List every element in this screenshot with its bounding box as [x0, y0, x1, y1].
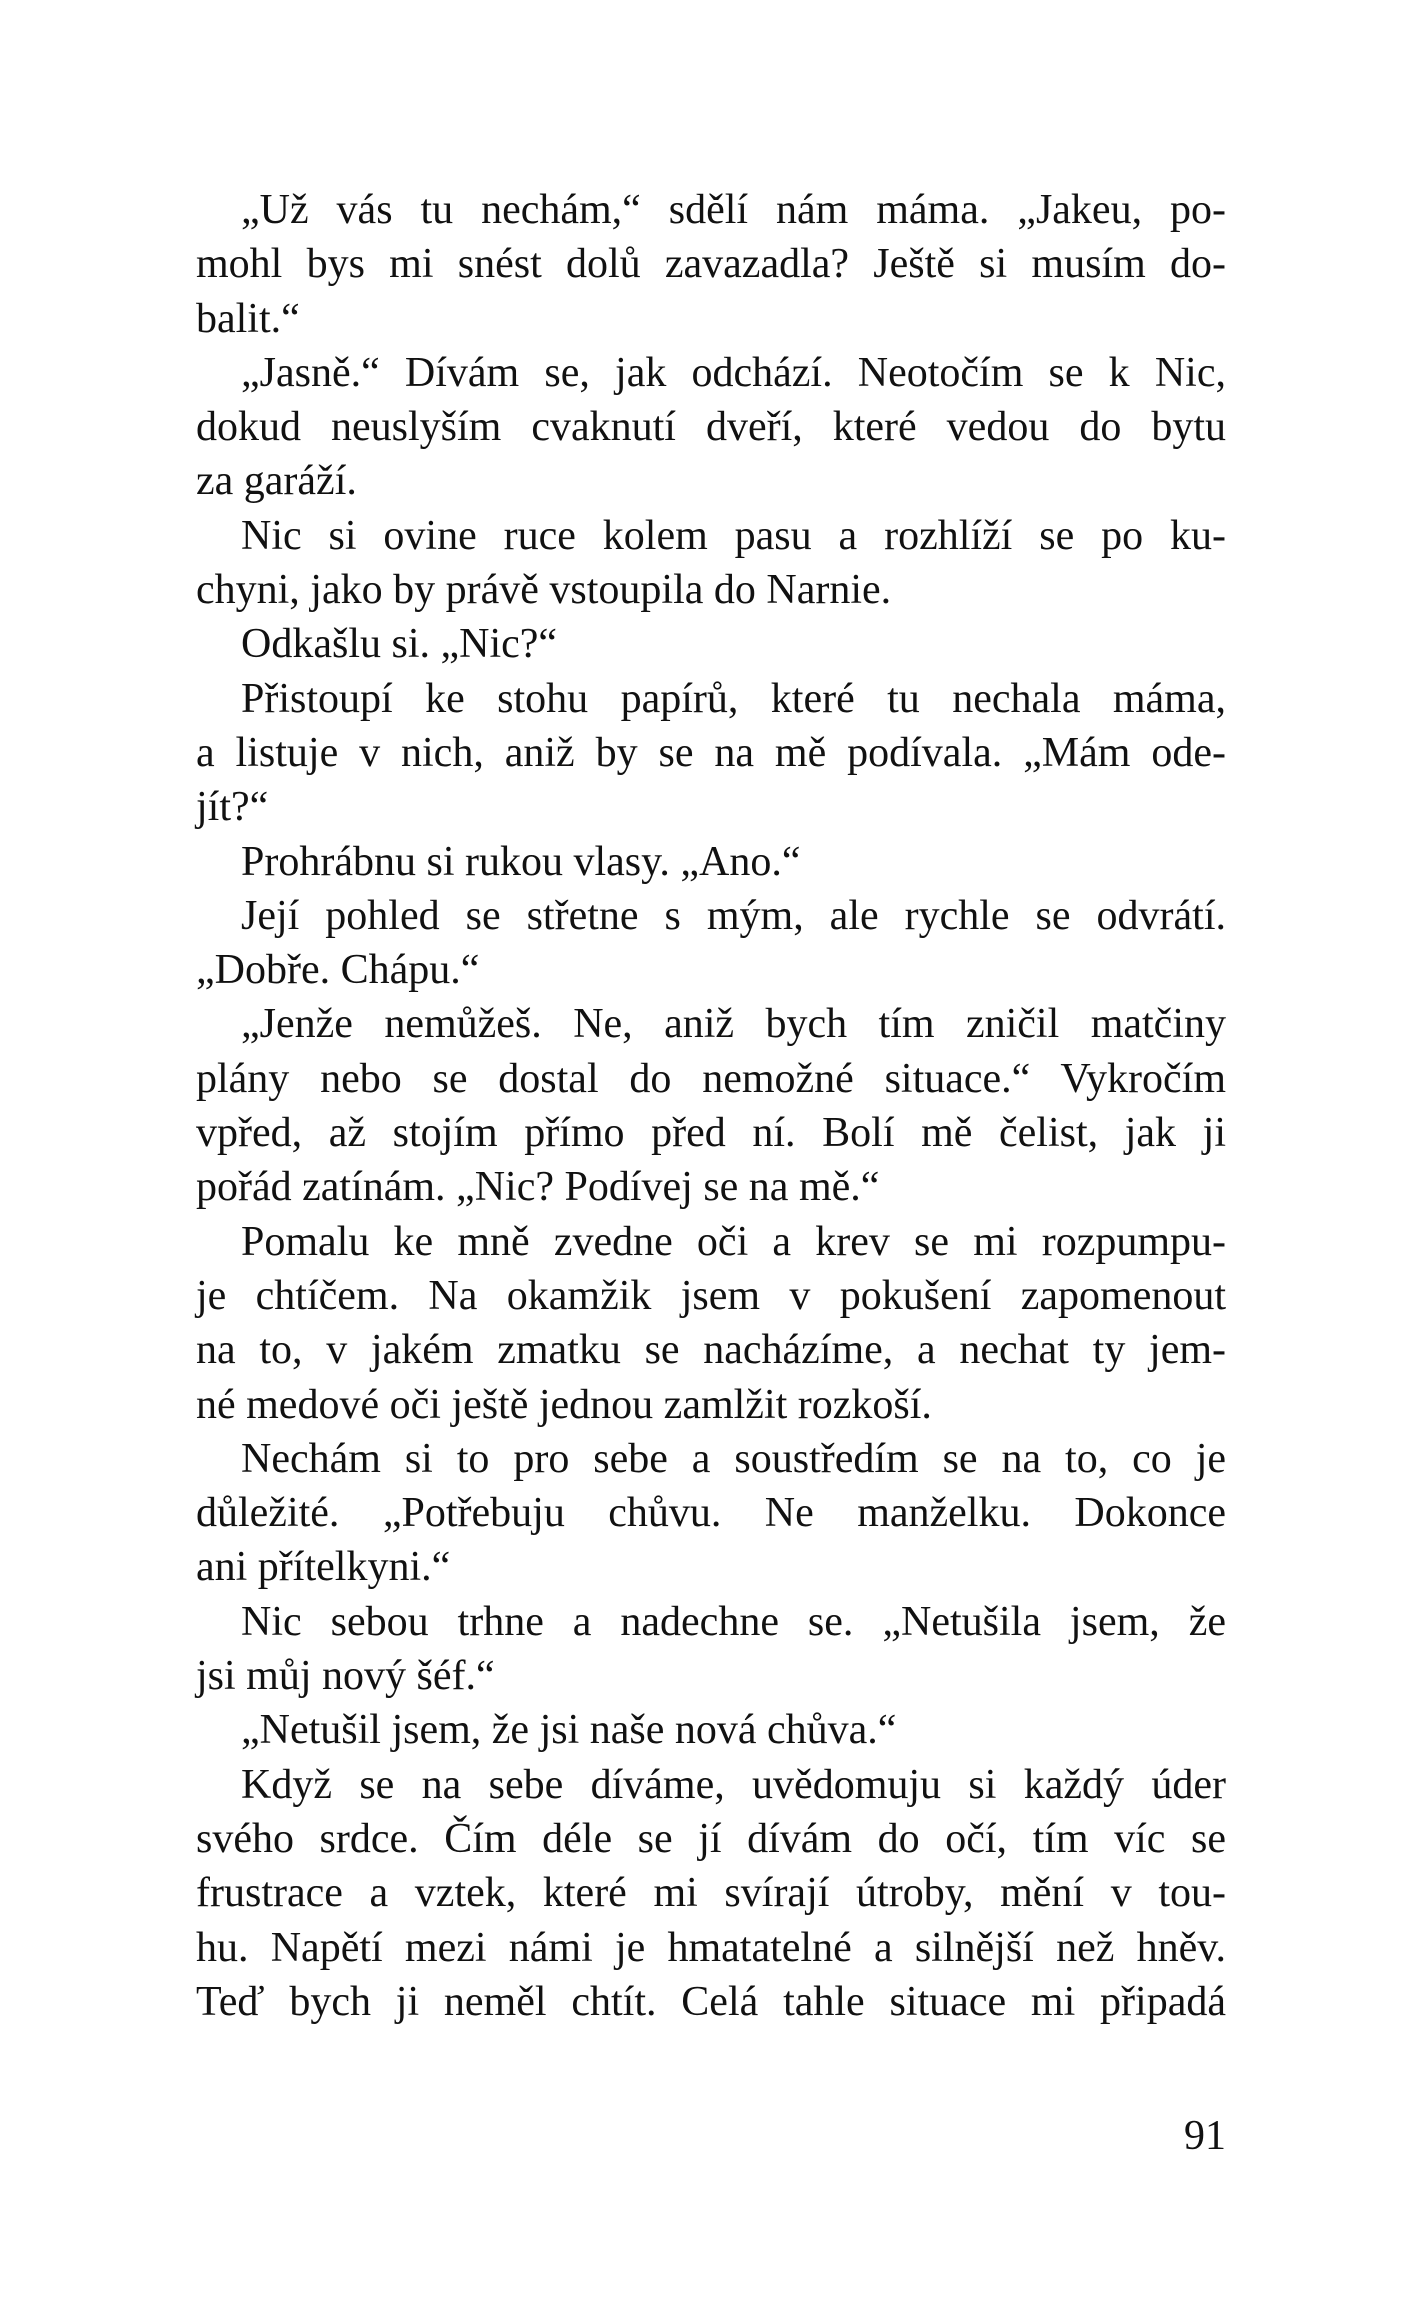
text-line: frustrace a vztek, které mi svírají útroby, mění v tou- [196, 1870, 1226, 1917]
text-line: za garáží. [196, 458, 357, 505]
text-line: je chtíčem. Na okamžik jsem v pokušení zapomenout [196, 1272, 1226, 1319]
text-line: svého srdce. Čím déle se jí dívám do očí, tím víc se [196, 1815, 1226, 1862]
text-line: hu. Napětí mezi námi je hmatatelné a silnější než hněv. [196, 1924, 1226, 1971]
text-line: Nic si ovine ruce kolem pasu a rozhlíží se po ku- [241, 512, 1226, 559]
text-line: jít?“ [196, 784, 269, 831]
text-line: Nechám si to pro sebe a soustředím se na to, co je [241, 1435, 1226, 1482]
text-line: Její pohled se střetne s mým, ale rychle se odvrátí. [241, 892, 1226, 939]
text-line: mohl bys mi snést dolů zavazadla? Ještě si musím do- [196, 241, 1226, 288]
text-line: né medové oči ještě jednou zamlžit rozkoší. [196, 1381, 932, 1428]
text-line: Přistoupí ke stohu papírů, které tu nechala máma, [241, 675, 1226, 722]
text-line: pořád zatínám. „Nic? Podívej se na mě.“ [196, 1164, 880, 1211]
text-line: Odkašlu si. „Nic?“ [241, 621, 558, 668]
text-line: Prohrábnu si rukou vlasy. „Ano.“ [241, 838, 801, 885]
text-line: plány nebo se dostal do nemožné situace.“ Vykročím [196, 1055, 1226, 1102]
text-line: „Už vás tu nechám,“ sdělí nám máma. „Jakeu, po- [241, 187, 1226, 233]
text-line: a listuje v nich, aniž by se na mě podívala. „Mám ode- [196, 729, 1226, 776]
text-line: Nic sebou trhne a nadechne se. „Netušila jsem, že [241, 1598, 1226, 1645]
text-line: jsi můj nový šéf.“ [196, 1653, 495, 1700]
text-line: „Netušil jsem, že jsi naše nová chůva.“ [241, 1707, 897, 1754]
text-line: ani přítelkyni.“ [196, 1544, 451, 1591]
text-line: „Jasně.“ Dívám se, jak odchází. Neotočím se k Nic, [241, 349, 1226, 396]
text-line: vpřed, až stojím přímo před ní. Bolí mě čelist, jak ji [196, 1110, 1226, 1157]
text-line: chyni, jako by právě vstoupila do Narnie. [196, 567, 892, 614]
text-line: „Jenže nemůžeš. Ne, aniž bych tím zničil matčiny [241, 1001, 1226, 1048]
text-line: na to, v jakém zmatku se nacházíme, a nechat ty jem- [196, 1327, 1226, 1374]
text-line: Teď bych ji neměl chtít. Celá tahle situace mi připadá [196, 1978, 1226, 2025]
text-line: Pomalu ke mně zvedne oči a krev se mi rozpumpu- [241, 1218, 1226, 1265]
text-line: Když se na sebe díváme, uvědomuju si každý úder [241, 1761, 1226, 1808]
text-line: dokud neuslyším cvaknutí dveří, které vedou do bytu [196, 404, 1226, 451]
body-text [196, 183, 1226, 2029]
text-line: balit.“ [196, 295, 300, 342]
text-line: „Dobře. Chápu.“ [196, 947, 480, 994]
page-number: 91 [1184, 2113, 1226, 2159]
text-line: důležité. „Potřebuju chůvu. Ne manželku. Dokonce [196, 1490, 1226, 1537]
